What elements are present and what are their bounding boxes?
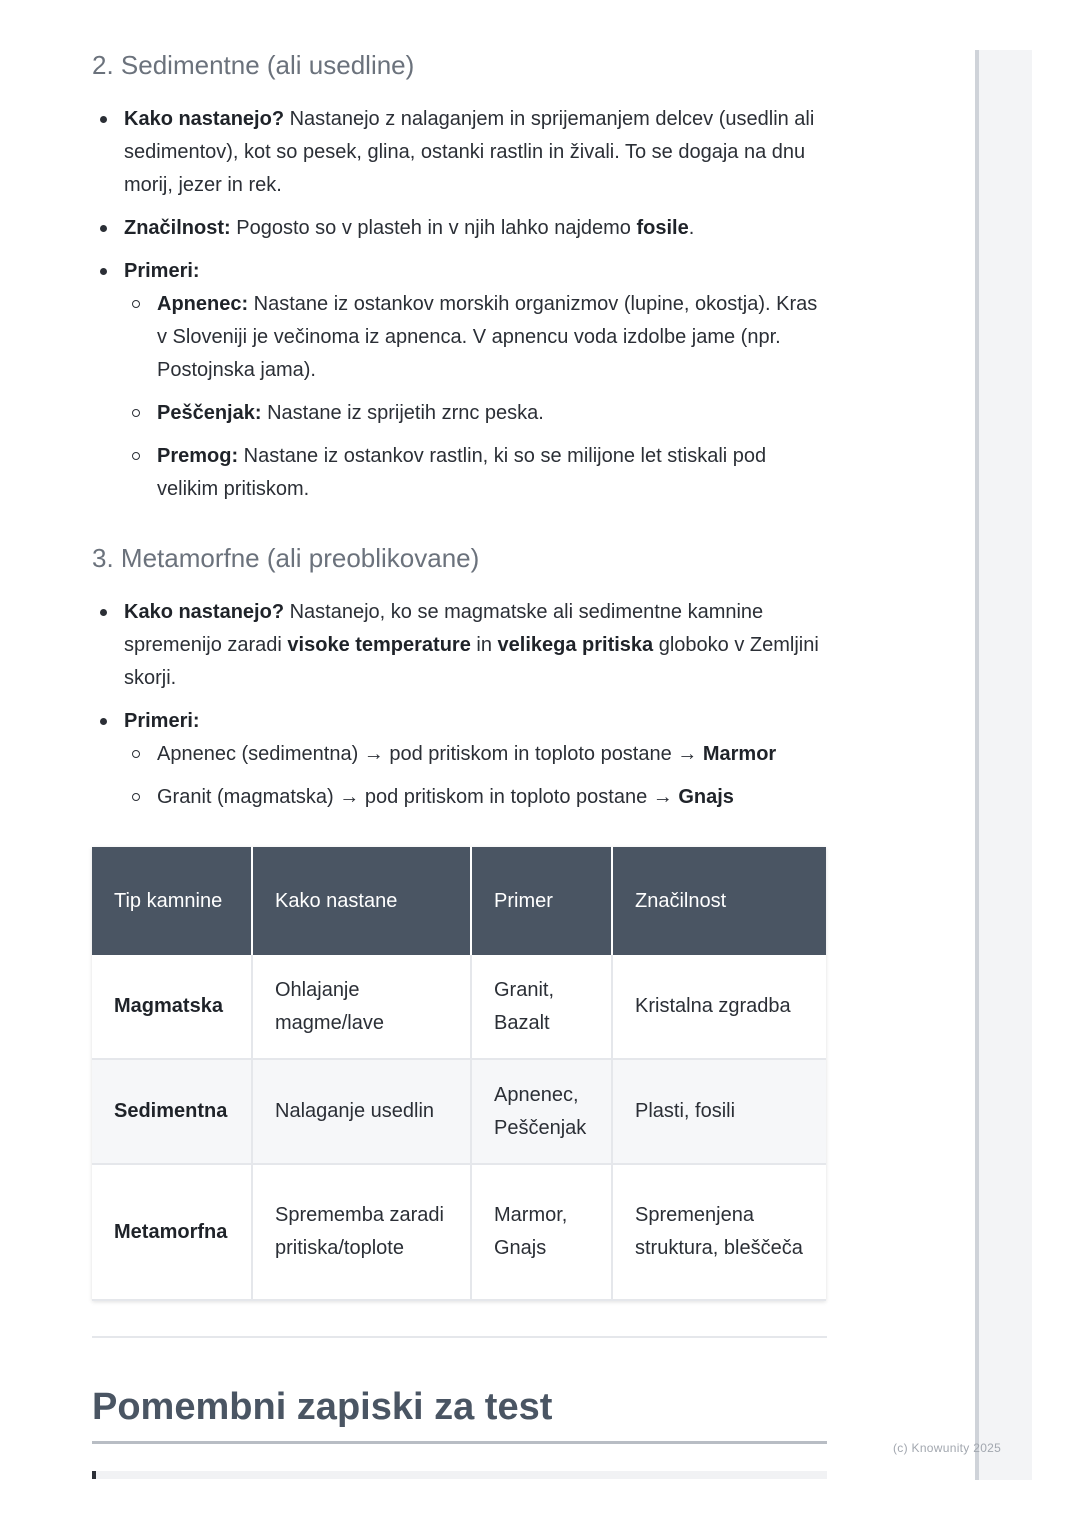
metamorphic-list xyxy=(92,596,828,824)
label: Apnenec: xyxy=(157,293,249,315)
section-heading-sedimentary: 2. Sedimentne (ali usedline) xyxy=(92,50,415,80)
table-cell: Ohlajanje magme/lave xyxy=(252,955,471,1059)
label: Peščenjak: xyxy=(157,402,262,424)
list-item xyxy=(92,255,828,506)
bold-term: fosile xyxy=(636,217,689,239)
column-header: Primer xyxy=(471,847,612,955)
text: Nastane iz ostankov rastlin, ki so se milijone let stiskali pod velikim pritiskom. xyxy=(157,445,767,500)
table-cell: Metamorfna xyxy=(92,1164,252,1300)
bold-term: visoke temperature xyxy=(287,634,471,656)
examples-list xyxy=(124,288,828,506)
table-cell: Sprememba zaradi pritiska/toplote xyxy=(252,1164,471,1300)
label: Kako nastanejo? xyxy=(124,108,285,130)
table-cell: Sedimentna xyxy=(92,1059,252,1164)
side-panel xyxy=(975,50,1032,1480)
text: Apnenec (sedimentna) → pod pritiskom in toploto postane → xyxy=(157,743,703,765)
text: . xyxy=(688,217,695,239)
table-cell: Plasti, fosili xyxy=(612,1059,826,1164)
column-header: Kako nastane xyxy=(252,847,471,955)
copyright-text: (c) Knowunity 2025 xyxy=(893,1441,1002,1455)
table-cell: Magmatska xyxy=(92,955,252,1059)
table-header-row xyxy=(92,847,826,955)
list-item xyxy=(92,212,828,245)
example-item xyxy=(124,738,828,771)
section-divider xyxy=(92,1336,827,1338)
rock-types-table xyxy=(92,847,826,1301)
list-item xyxy=(92,596,828,695)
text: Granit (magmatska) → pod pritiskom in toploto postane → xyxy=(157,786,679,808)
section-heading-metamorphic: 3. Metamorfne (ali preoblikovane) xyxy=(92,543,480,573)
column-header: Tip kamnine xyxy=(92,847,252,955)
example-item xyxy=(124,781,828,814)
example-item xyxy=(124,397,828,430)
text: in xyxy=(470,634,498,656)
table-cell: Apnenec, Peščenjak xyxy=(471,1059,612,1164)
label: Premog: xyxy=(157,445,239,467)
text: Nastanejo, ko se magmatske ali sedimentne kamnine spremenijo zaradi xyxy=(124,601,764,656)
bold-term: velikega pritiska xyxy=(497,634,654,656)
sedimentary-list xyxy=(92,103,828,516)
label: Primeri: xyxy=(124,710,200,732)
notes-heading: Pomembni zapiski za test xyxy=(92,1386,553,1428)
table-cell: Nalaganje usedlin xyxy=(252,1059,471,1164)
text: Pogosto so v plasteh in v njih lahko najdemo xyxy=(230,217,637,239)
label: Primeri: xyxy=(124,260,200,282)
label: Kako nastanejo? xyxy=(124,601,285,623)
examples-list xyxy=(124,738,828,814)
example-item xyxy=(124,440,828,506)
bold-term: Marmor xyxy=(702,743,777,765)
table-cell: Kristalna zgradba xyxy=(612,955,826,1059)
list-item xyxy=(92,103,828,202)
table-row xyxy=(92,1059,826,1164)
table-row xyxy=(92,955,826,1059)
example-item xyxy=(124,288,828,387)
table-cell: Marmor, Gnajs xyxy=(471,1164,612,1300)
table-cell: Granit, Bazalt xyxy=(471,955,612,1059)
column-header: Značilnost xyxy=(612,847,826,955)
list-item xyxy=(92,705,828,814)
next-content-block xyxy=(92,1471,827,1479)
text: Nastane iz ostankov morskih organizmov (lupine, okostja). Kras v Sloveniji je večinoma iz apnenca. V apnencu voda izdolbe jame (npr. Postojnska jama). xyxy=(157,293,818,381)
label: Značilnost: xyxy=(124,217,231,239)
text: Nastane iz sprijetih zrnc peska. xyxy=(261,402,544,424)
table-row xyxy=(92,1164,826,1300)
heading-underline xyxy=(92,1441,827,1444)
text: globoko v Zemljini skorji. xyxy=(124,634,819,689)
bold-term: Gnajs xyxy=(678,786,734,808)
text: Nastanejo z nalaganjem in sprijemanjem delcev (usedlin ali sedimentov), kot so pesek, glina, ostanki rastlin in živali. To se dogaja na dnu morij, jezer in rek. xyxy=(124,108,815,196)
table-cell: Spremenjena struktura, bleščeča xyxy=(612,1164,826,1300)
